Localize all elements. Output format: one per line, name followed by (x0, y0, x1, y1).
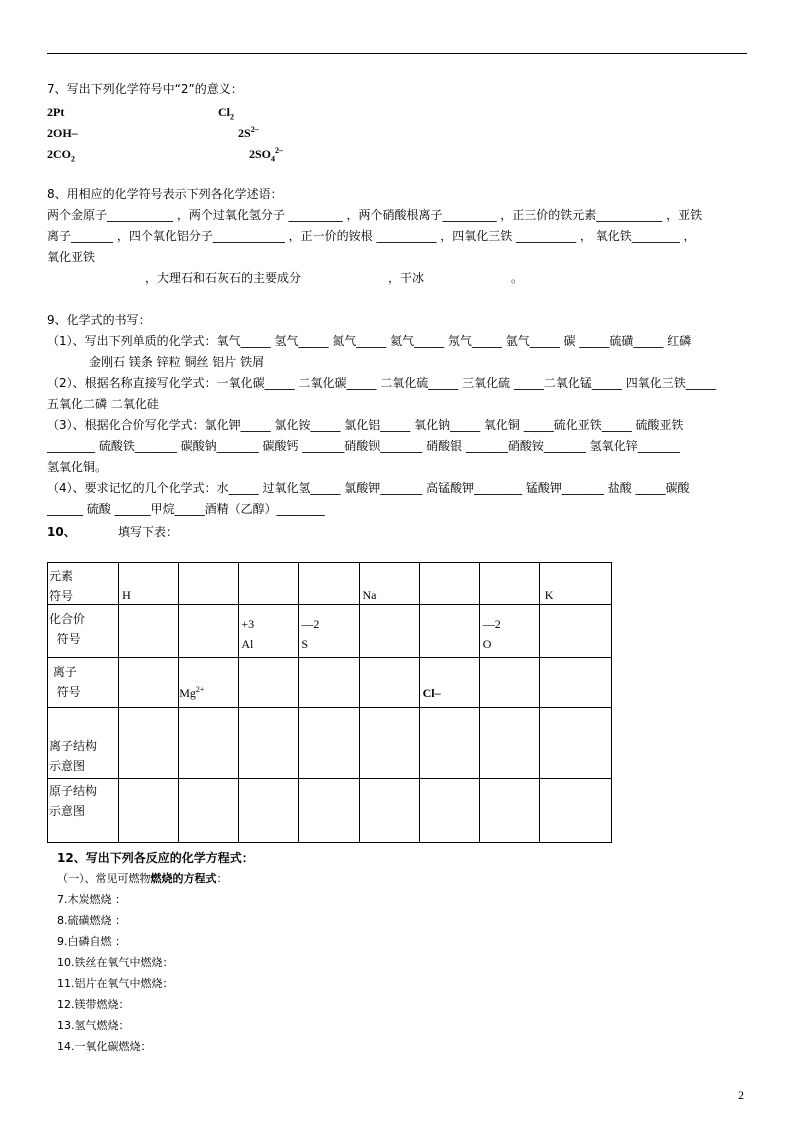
cell-empty (359, 779, 419, 843)
q8-line-4a: ，大理石和石灰石的主要成分 (145, 271, 302, 285)
cell-empty (179, 605, 239, 658)
cell-empty (119, 658, 179, 708)
cell-empty (479, 779, 539, 843)
row-label-valence: 化合价 符号 (48, 605, 119, 658)
q8-title: 8、用相应的化学符号表示下列各化学述语： (47, 187, 283, 201)
cell-empty (239, 563, 299, 605)
cell-empty (539, 605, 611, 658)
row-label-ion-structure: 离子结构 示意图 (48, 708, 119, 779)
q8-line-3: 氧化亚铁 (47, 250, 96, 264)
cell-k: K (539, 563, 611, 605)
cell-empty (239, 658, 299, 708)
cell-empty (419, 708, 479, 779)
cell-empty (119, 605, 179, 658)
cell-mg-ion: $Mg^{2+}$ (179, 658, 239, 708)
cell-empty (359, 708, 419, 779)
q7-item-2so4: $2SO_4^{2-}$ (249, 146, 284, 164)
q9-line-3: （2）、根据名称直接写化学式：一氧化碳_____ 二氧化碳_____ 二氧化硫_____ 三氧化硫 _____二氧化锰_____ 四氧化三铁_____ (47, 376, 716, 390)
row-ion-symbol (48, 658, 612, 708)
cell-empty (419, 605, 479, 658)
q7-item-cl2: $Cl_2$ (218, 105, 234, 122)
cell-empty (239, 779, 299, 843)
cell-empty (179, 563, 239, 605)
cell-na: Na (359, 563, 419, 605)
cell-s-valence: —2 S (299, 605, 359, 658)
cell-cl-ion: Cl– (419, 658, 479, 708)
cell-empty (539, 779, 611, 843)
cell-al-valence: +3 Al (239, 605, 299, 658)
q12-item: 12.镁带燃烧： (57, 998, 130, 1011)
q9-line-9: ______ 硫酸 ______甲烷_____酒精（乙醇）________ (47, 502, 325, 516)
cell-empty (239, 708, 299, 779)
cell-empty (299, 563, 359, 605)
cell-empty (419, 563, 479, 605)
cell-h: H (119, 563, 179, 605)
row-valence-symbol (48, 605, 612, 658)
row-label-element: 元素 符号 (48, 563, 119, 605)
q9-line-2: 金刚石 镁条 锌粒 铜丝 铝片 铁屑 (89, 355, 265, 369)
cell-empty (299, 658, 359, 708)
q7-item-2oh: 2OH– (47, 126, 78, 140)
q12-subtitle: （一）、常见可燃物燃烧的方程式： (57, 872, 228, 885)
q12-item: 9.白磷自燃 ： (57, 935, 126, 948)
page-number: 2 (738, 1088, 744, 1102)
q9-line-7: 氢氧化铜。 (47, 460, 108, 474)
q9-line-4: 五氧化二磷 二氧化硅 (47, 397, 159, 411)
q12-title: 12、写出下列各反应的化学方程式： (57, 851, 254, 865)
q12-item: 10.铁丝在氧气中燃烧： (57, 956, 174, 969)
q8-line-1: 两个金原子___________ ，两个过氧化氢分子 _________ ，两个硝酸根离子_________ ，正三价的铁元素___________ ，亚铁 (47, 208, 703, 222)
q7-title: 7、写出下列化学符号中“2”的意义： (47, 82, 243, 96)
cell-empty (479, 563, 539, 605)
q12-item: 8.硫磺燃烧 ： (57, 914, 126, 927)
q9-title: 9、化学式的书写： (47, 313, 151, 327)
q12-item: 13.氢气燃烧： (57, 1019, 130, 1032)
q7-item-2co2: $2CO_2$ (47, 147, 75, 164)
cell-empty (539, 708, 611, 779)
q7-item-2pt: 2Pt (47, 105, 65, 119)
row-atom-structure (48, 779, 612, 843)
cell-empty (299, 708, 359, 779)
cell-empty (479, 708, 539, 779)
cell-empty (119, 708, 179, 779)
q9-line-1: （1）、写出下列单质的化学式：氧气_____ 氢气_____ 氮气_____ 氦气_____ 氖气_____ 氩气_____ 碳 _____硫磺_____ 红磷 (47, 334, 692, 348)
row-element-symbol (48, 563, 612, 605)
cell-empty (179, 779, 239, 843)
cell-empty (539, 658, 611, 708)
q8-line-2: 离子_______ ，四个氧化铝分子____________ ，正一价的铵根 __________ ，四氧化三铁 __________ ， 氧化铁________ ， (47, 229, 696, 243)
cell-o-valence: —2 O (479, 605, 539, 658)
q12-item: 11.铝片在氧气中燃烧： (57, 977, 174, 990)
cell-empty (299, 779, 359, 843)
q12-item: 7.木炭燃烧 ： (57, 893, 126, 906)
q10-title: 填写下表： (118, 525, 179, 539)
q7-item-2s: $2S^{2-}$ (238, 125, 259, 140)
header-rule (47, 53, 747, 54)
q12-item: 14.一氧化碳燃烧： (57, 1040, 152, 1053)
cell-empty (479, 658, 539, 708)
cell-empty (359, 658, 419, 708)
q8-line-4c: 。 (511, 271, 524, 285)
cell-empty (359, 605, 419, 658)
cell-empty (179, 708, 239, 779)
row-ion-structure (48, 708, 612, 779)
q9-line-8: （4）、要求记忆的几个化学式：水_____ 过氧化氢_____ 氯酸钾_______ 高锰酸钾________ 锰酸钾_______ 盐酸 _____碳酸 (47, 481, 690, 495)
cell-empty (119, 779, 179, 843)
row-label-ion: 离子 符号 (48, 658, 119, 708)
element-table (47, 562, 612, 843)
row-label-atom-structure: 原子结构 示意图 (48, 779, 119, 843)
q9-line-6: ________ 硫酸铁_______ 碳酸钠_______ 碳酸钙 _______硝酸钡_______ 硝酸银 _______硝酸铵_______ 氢氧化锌_______ (47, 439, 680, 453)
cell-empty (419, 779, 479, 843)
q9-line-5: （3）、根据化合价写化学式：氯化钾_____ 氯化铵_____ 氯化铝_____ 氧化钠_____ 氧化铜 _____硫化亚铁_____ 硫酸亚铁 (47, 418, 684, 432)
q8-line-4b: ，干冰 (388, 271, 425, 285)
q10-number: 10、 (47, 525, 76, 539)
